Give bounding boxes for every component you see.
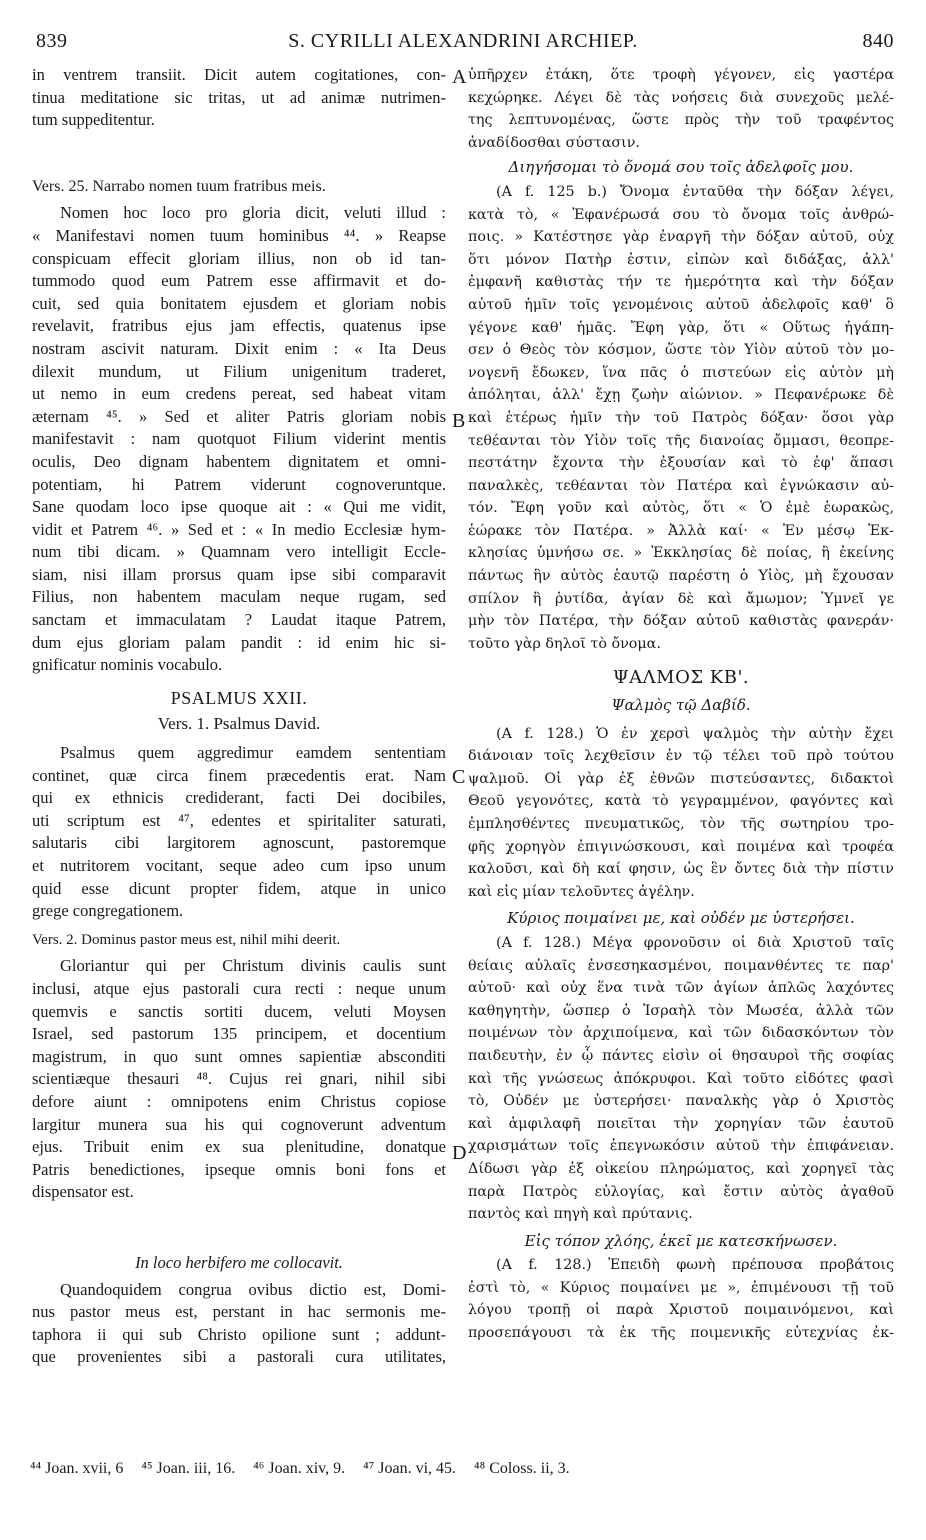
text-line: θείαις αὐλαῖς ἐνσεσηκασμένοι, ποιμανθέντες τε παρ' <box>468 957 894 974</box>
text-line: salutaris cibi largitorem agnoscunt, pastoremque <box>32 833 446 853</box>
verse-heading-loco: In loco herbifero me collocavit. <box>135 1252 343 1272</box>
text-line: gnificatur nominis vocabulo. <box>32 655 223 675</box>
text-line: inclusi, atque ejus pastorali cura recti : neque unum <box>32 978 446 998</box>
text-line: dum ejus gloriam palam pandit : id enim hic si- <box>32 632 446 652</box>
text-line: καὶ ἑτέρως ἡμῖν τὴν τοῦ Πατρὸς δόξαν· ὅσοι γὰρ <box>468 409 894 426</box>
text-line: largitur munera sua his qui cognoverunt adventum <box>32 1114 446 1134</box>
text-line: dispensator est. <box>32 1182 134 1202</box>
text-line: λόγου τροπῇ οἱ παρὰ Χριστοῦ ποιμαινόμενοι, καὶ <box>468 1302 894 1319</box>
text-line: vidit et Patrem ⁴⁶. » Sed et : « In medio Ecclesiæ hym- <box>32 519 446 539</box>
page-header <box>30 30 896 60</box>
text-line: της λεπτυνομένας, ὥστε πρὸς τὴν τοῦ τραφέντος <box>468 112 894 129</box>
text-line: ἀναδίδοσθαι σύστασιν. <box>468 134 640 151</box>
psalm-title-latin: PSALMUS XXII. <box>170 687 308 708</box>
text-line: καὶ ἀμφιλαφῆ ποιεῖται τὴν χορηγίαν τῶν ἑαυτοῦ <box>468 1115 894 1132</box>
text-line: προσεπάγουσι τὰ ἐκ τῆς ποιμενικῆς εὐτεχνίας ἐκ- <box>468 1325 894 1342</box>
text-line: Gloriantur qui per Christum divinis caulis sunt <box>60 956 446 976</box>
text-line: cuit, sed quia bonitatem ejusdem et gloriam nobis <box>32 293 446 313</box>
greek-verse-heading-loco: Εἰς τόπον χλόης, ἐκεῖ με κατεσκήνωσεν. <box>524 1231 838 1250</box>
text-line: ποιμένων τὸν ἀρχιποίμενα, καὶ τῶν διδασκόντων τὸν <box>468 1025 894 1042</box>
text-line: Sane quodam loco ipse quoque ait : « Qui me vidit, <box>32 497 446 517</box>
text-line: ψαλμοῦ. Οἱ γὰρ ἐξ ἐθνῶν πιστεύσαντες, διδακτοὶ <box>468 770 894 787</box>
text-line: dilexit mundum, ut Filium unigenitum traderet, <box>32 361 446 381</box>
text-line: Patris benedictiones, ipseque omnis boni fons et <box>32 1159 446 1179</box>
psalm-title-greek: ΨΑΛΜΟΣ ΚΒ'. <box>612 667 750 689</box>
text-line: κεχώρηκε. Λέγει δὲ τὰς νοήσεις διὰ συνεχοῦς μελέ- <box>468 89 894 106</box>
text-line: potentiam, hi Patrem viderunt cognoveruntque. <box>32 474 446 494</box>
text-line: τόν. Ἔφη γοῦν καὶ αὐτὸς, ὅτι « Ὁ ἐμὲ ἑωρακὼς, <box>468 500 894 517</box>
text-line: ὅτι μόνον Πατὴρ ἐστιν, εἰπὼν καὶ διδάξας, ἀλλ' <box>468 251 894 268</box>
verse-heading-25: Vers. 25. Narrabo nomen tuum fratribus meis. <box>32 177 326 195</box>
text-line: que provenientes sibi a pastorali cura utilitates, <box>32 1347 446 1367</box>
greek-paragraph-3 <box>468 723 894 904</box>
text-line: taphora ii qui sub Christo opilione sunt ; addunt- <box>32 1324 446 1344</box>
text-line: nostram ascivit naturam. Dixit enim : « Ita Deus <box>32 338 446 358</box>
text-line: τεθέανται τὸν Υἱὸν τοῖς τῆς διανοίας ὄμμασι, θεοπρε- <box>468 432 894 449</box>
footnotes <box>30 1460 896 1490</box>
text-line: æternam ⁴⁵. » Sed et aliter Patris gloriam nobis <box>32 406 446 426</box>
footnote-44: ⁴⁴ Joan. xvii, 6 <box>30 1460 124 1477</box>
text-line: ejus. Tribuit enim ex sua plenitudine, donatque <box>32 1137 446 1157</box>
footnote-47: ⁴⁷ Joan. vi, 45. <box>363 1460 457 1477</box>
text-line: siam, nisi illam prorsus quam ipse sibi comparavit <box>32 564 446 584</box>
text-line: ἀπόληται, ἀλλ' ἔχῃ ζωὴν αἰώνιον. » Πεφανέρωκε δὲ <box>468 387 894 404</box>
text-line: uti scriptum est ⁴⁷, edentes et spiritaliter saturati, <box>32 810 446 830</box>
text-line: scientiæque thesauri ⁴⁸. Cujus rei gnari, nihil sibi <box>32 1069 446 1089</box>
text-line: παρὰ Πατρὸς εὐλογίας, καὶ ἔστιν αὐτὸς ἀγαθοῦ <box>468 1183 894 1200</box>
text-line: Δίδωσι γὰρ ἐξ οἰκείου πληρώματος, καὶ χορηγεῖ τὰς <box>468 1160 894 1177</box>
text-line: quid esse dicunt propter fidem, atque in unico <box>32 878 446 898</box>
text-line: tinua meditatione sic tritas, ut ad animæ nutrimen- <box>32 87 446 107</box>
text-line: γέγονε καθ' ἡμᾶς. Ἔφη γὰρ, ὅτι « Οὕτως ἠγάπη- <box>468 319 894 336</box>
text-line: ὑπῆρχεν ἐτάκη, ὅτε τροφὴ γέγονεν, εἰς γαστέρα <box>468 67 894 83</box>
text-line: defore aiunt : omnipotens enim Christus copiose <box>32 1091 446 1111</box>
text-line: αὐτοῦ· καὶ οὐχ ἕνα τινὰ τῶν ἁγίων ἁπλῶς λαχόντες <box>468 980 894 997</box>
text-line: (A f. 128.) Ἐπειδὴ φωνὴ πρέπουσα προβάτοις <box>496 1257 894 1274</box>
verse-heading-1: Vers. 1. Psalmus David. <box>157 714 321 734</box>
greek-verse-heading-2: Κύριος ποιμαίνει με, καὶ οὐδέν με ὑστερήσει. <box>507 909 855 928</box>
text-line: παντὸς καὶ πηγὴ καὶ πρύτανις. <box>468 1206 693 1223</box>
text-line: et nutritorem vocitant, seque adeo cum ipso unum <box>32 856 446 875</box>
text-line: sanctam et immaculatam ? Laudat itaque Patrem, <box>32 610 446 630</box>
latin-paragraph-5 <box>32 1279 446 1369</box>
text-line: num tibi dicam. » Quamnam vero intelligit Eccle- <box>32 542 446 562</box>
text-line: Israel, sed pastorum 135 principem, et docentium <box>32 1024 446 1044</box>
text-line: grege congregationem. <box>32 901 184 921</box>
text-line: ἐστὶ τὸ, « Κύριος ποιμαίνει με », ἐπιμένουσι τῇ τοῦ <box>468 1279 894 1296</box>
text-line: πεστάτην ἔχοντα τὴν ἐξουσίαν καὶ τὸ ἐφ' ἅπασι <box>468 455 894 472</box>
text-line: παναλκὲς, τεθέανται τὸν Πατέρα καὶ ἐγνώκασιν αὐ- <box>468 477 894 494</box>
margin-letter-d: D <box>452 1142 467 1164</box>
text-line: revelavit, fratribus ejus jam effectis, quatenus ipse <box>32 316 446 336</box>
text-line: ut nemo in eum credens pereat, sed habeat vitam <box>32 384 446 404</box>
text-line: καὶ τῆς γνώσεως ἀπόκρυφοι. Καὶ τοῦτο εἰδότες φασὶ <box>468 1070 894 1087</box>
text-line: qui ex ethnicis crediderant, facti Dei docibiles, <box>32 788 446 808</box>
text-line: (A f. 128.) Μέγα φρονοῦσιν οἱ διὰ Χριστοῦ ταῖς <box>496 934 894 951</box>
text-line: καθηγητὴν, ὥσπερ ὁ Ἰσραὴλ τὸν Μωσέα, ἀλλὰ τῶν <box>468 1002 894 1019</box>
text-line: διάνοιαν τοῖς λεχθεῖσιν ἐν τῷ τέλει τοῦ πρὸ τούτου <box>468 748 894 765</box>
text-line: σεν ὁ Θεὸς τὸν κόσμον, ὥστε τὸν Υἱὸν αὐτοῦ τὸν μο- <box>468 342 894 359</box>
right-page-number: 840 <box>862 30 894 52</box>
text-line: καὶ εἰς μίαν τελοῦντες ἀγέλην. <box>468 883 695 900</box>
text-line: magistrum, in quo sunt omnes sapientiæ absconditi <box>32 1046 446 1066</box>
text-line: ἑώρακε τὸν Πατέρα. » Ἀλλὰ καί· « Ἐν μέσῳ Ἐκ- <box>468 522 894 539</box>
greek-paragraph-5 <box>468 1254 894 1344</box>
text-line: τοῦτο γὰρ δηλοῖ τὸ ὄνομα. <box>468 635 661 652</box>
greek-paragraph-4 <box>468 932 894 1226</box>
text-line: tum suppeditentur. <box>32 110 155 130</box>
text-line: κατὰ τὸ, « Ἐφανέρωσά σου τὸ ὄνομα τοῖς ἀνθρώ- <box>468 206 894 223</box>
text-line: Nomen hoc loco pro gloria dicit, veluti illud : <box>60 203 446 223</box>
left-page-number: 839 <box>36 30 68 52</box>
latin-paragraph-3 <box>32 742 446 923</box>
text-line: παιδευτὴν, ἐν ᾧ πάντες εἰσὶν οἱ θησαυροὶ τῆς σοφίας <box>468 1047 894 1064</box>
text-line: Quandoquidem congrua ovibus dictio est, Domi- <box>60 1279 446 1299</box>
text-line: (A f. 125 b.) Ὄνομα ἐνταῦθα τὴν δόξαν λέγει, <box>496 183 894 200</box>
text-line: oculis, Deo dignam habentem dignitatem et omni- <box>32 451 446 471</box>
latin-paragraph-4 <box>32 955 446 1204</box>
text-line: Filius, non habentem maculam neque rugam, sed <box>32 587 446 607</box>
text-line: ἐμφανῆ καθιστὰς τήν τε ἡμερότητα καὶ τὴν δόξαν <box>468 274 894 291</box>
greek-paragraph-1 <box>468 64 894 154</box>
verse-heading-2: Vers. 2. Dominus pastor meus est, nihil mihi deerit. <box>32 931 341 948</box>
footnote-45: ⁴⁵ Joan. iii, 16. <box>141 1460 236 1477</box>
text-line: χαρισμάτων τοῖς ἐπεγνωκόσιν αὐτοῦ τὴν ἐπιφάνειαν. <box>468 1138 894 1155</box>
text-line: « Manifestavi nomen tuum hominibus ⁴⁴. » Reapse <box>32 225 446 245</box>
text-line: conspicuam effecit gloriam illius, non ob id tan- <box>32 248 446 268</box>
text-line: tummodo quod eum Patrem esse affirmavit et do- <box>32 271 446 291</box>
text-line: Psalmus quem aggredimur eamdem sententiam <box>60 743 446 763</box>
margin-letter-c: C <box>452 766 466 788</box>
text-line: in ventrem transiit. Dicit autem cogitationes, con- <box>32 65 446 84</box>
footnote-48: ⁴⁸ Coloss. ii, 3. <box>474 1460 570 1477</box>
text-line: Θεοῦ γεγονότες, κατὰ τὸ γεγραμμένον, φαγόντες καὶ <box>468 793 894 810</box>
text-line: κλησίας ὑμνήσω σε. » Ἐκκλησίας δὲ ποίας, ἢ ἐκείνης <box>468 545 894 562</box>
greek-column <box>468 64 894 1345</box>
margin-letter-a: A <box>452 66 467 88</box>
greek-verse-heading-25: Διηγήσομαι τὸ ὄνομά σου τοῖς ἀδελφοῖς μου. <box>508 158 854 177</box>
text-line: manifestavit : nam quotquot Filium viderint mentis <box>32 429 446 449</box>
text-line: ποις. » Κατέστησε γὰρ ἐναργῆ τὴν δόξαν αὐτοῦ, οὐχ <box>468 229 894 246</box>
latin-column <box>32 64 446 1369</box>
text-line: νογενῆ ἔδωκεν, ἵνα πᾶς ὁ πιστεύων εἰς αὐτὸν μὴ <box>468 364 894 381</box>
text-line: μὴν τὸν Πατέρα, τὴν δόξαν αὐτοῦ καθιστὰς φανεράν· <box>468 613 894 630</box>
text-line: nus pastor meus est, perstant in hac sermonis me- <box>32 1302 446 1322</box>
margin-letter-b: B <box>452 410 466 432</box>
footnote-46: ⁴⁶ Joan. xiv, 9. <box>253 1460 346 1477</box>
text-line: continet, quæ circa finem præcedentis erat. Nam <box>32 765 446 785</box>
running-title: S. CYRILLI ALEXANDRINI ARCHIEP. <box>288 30 638 52</box>
text-line: τὸ, Οὐδέν με ὑστερήσει· παναλκὴς γὰρ ὁ Χριστὸς <box>468 1093 894 1110</box>
greek-paragraph-2 <box>468 181 894 655</box>
latin-paragraph-2 <box>32 202 446 676</box>
latin-paragraph-1 <box>32 64 446 132</box>
text-line: σπίλον ἢ ῥυτίδα, ἁγίαν δὲ καὶ ἄμωμον; Ὑμνεῖ γε <box>468 590 894 607</box>
text-line: (A f. 128.) Ὁ ἐν χερσὶ ψαλμὸς τὴν αὐτὴν ἔχει <box>496 725 894 742</box>
text-line: quemvis e sanctis sortiti ducem, veluti Moysen <box>32 1001 446 1021</box>
greek-verse-heading-1: Ψαλμὸς τῷ Δαβίδ. <box>611 696 751 715</box>
text-line: ἐμπλησθέντες πνευματικῶς, τὸν τῆς σωτηρίου τρο- <box>468 816 894 832</box>
text-line: καλοῦσι, καὶ δὴ καί φησιν, ὡς ἓν ὄντες διὰ τὴν πίστιν <box>468 861 894 878</box>
text-line: αὐτοῦ ἡμῖν τοῖς γενομένοις αὐτοῦ ἀδελφοῖς καθ' ὃ <box>468 296 894 313</box>
text-line: φῆς χορηγὸν ἐπιγινώσκουσι, καὶ ποιμένα καὶ τροφέα <box>468 838 894 855</box>
text-line: πάντως ἣν αὐτὸς ἑαυτῷ παρέστη ὁ Υἱὸς, μὴ ἔχουσαν <box>468 568 894 585</box>
